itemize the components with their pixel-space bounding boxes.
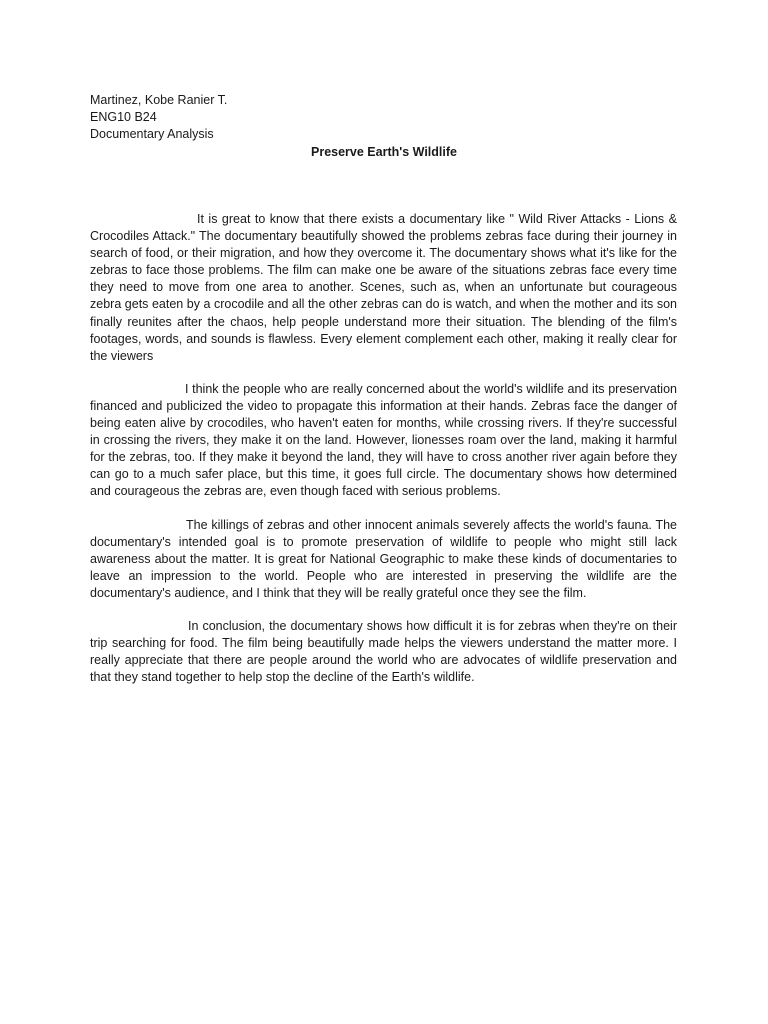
paragraph-2: I think the people who are really concerned about the world's wildlife and its preservation financed and publicized the video to propagate this information at their hands. Zebras face the danger of being eaten alive by crocodiles, who haven't eaten for months, while crossing rivers. If they're successful in crossing the rivers, they make it on the land. However, lionesses roam over the land, making it harmful for the zebras, too. If they make it beyond the land, they will have to cross another river again before they can go to a much safer place, but this time, it goes full circle. The documentary shows how determined and courageous the zebras are, even though faced with serious problems. [90,381,677,499]
course-code: ENG10 B24 [90,110,157,124]
author-header [90,92,227,143]
author-name: Martinez, Kobe Ranier T. [90,93,228,107]
paragraph-4: In conclusion, the documentary shows how difficult it is for zebras when they're on their trip searching for food. The film being beautifully made helps the viewers understand the matter more. I really appreciate that there are people around the world who are advocates of wildlife preservation and that they stand together to help stop the decline of the Earth's wildlife. [90,618,677,685]
paragraph-3: The killings of zebras and other innocent animals severely affects the world's fauna. The documentary's intended goal is to promote preservation of wildlife to people who might still lack awareness about the matter. It is great for National Geographic to make these kinds of documentaries to leave an impression to the world. People who are interested in preserving the wildlife are the documentary's audience, and I think that they will be really grateful once they see the film. [90,517,677,600]
assignment-type: Documentary Analysis [90,127,214,141]
document-body [90,211,677,702]
document-title: Preserve Earth's Wildlife [311,145,457,159]
paragraph-1: It is great to know that there exists a documentary like " Wild River Attacks - Lions & Crocodiles Attack." The documentary beautifully showed the problems zebras face during their journey in search of food, or their migration, and how they overcome it. The documentary shows what it's like for the zebras to face those problems. The film can make one be aware of the situations zebras face every time they need to move from one area to another. Scenes, such as, when an unfortunate but courageous zebra gets eaten by a crocodile and all the other zebras can do is watch, and when the mother and its son finally reunites after the chaos, help people understand more their situation. The blending of the film's footages, words, and sounds is flawless. Every element complement each other, making it really clear for the viewers [90,212,677,363]
